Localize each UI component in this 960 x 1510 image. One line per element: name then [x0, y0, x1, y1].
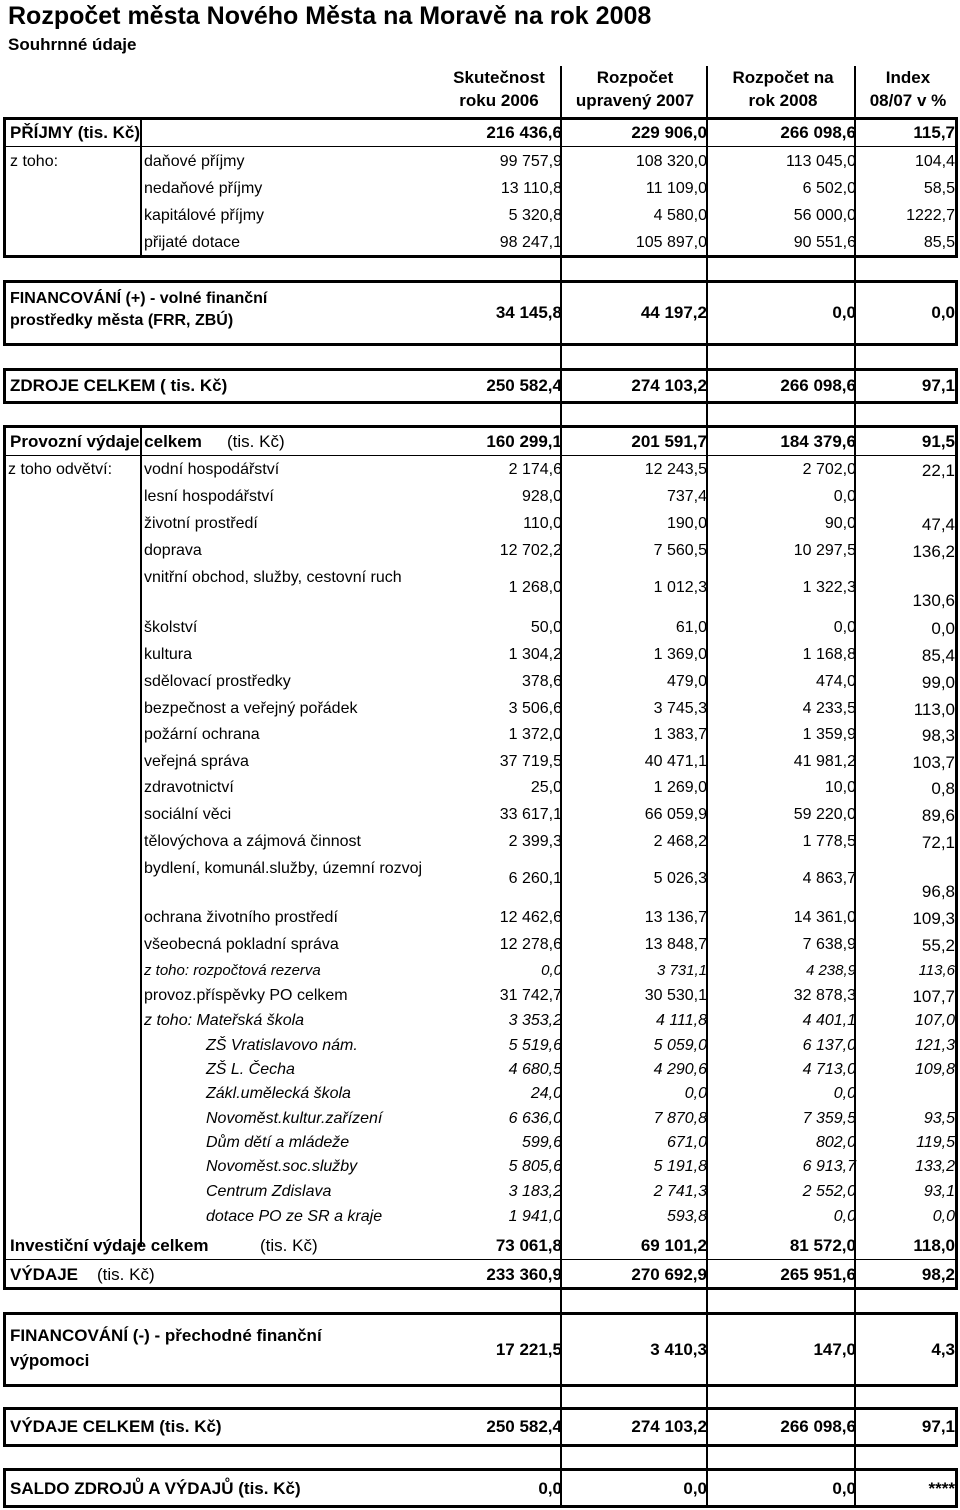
value-cell: 108 320,0 — [635, 153, 707, 170]
page-title: Rozpočet města Nového Města na Moravě na rok 2008 — [8, 2, 652, 30]
value-cell: 109,3 — [912, 909, 955, 928]
header-c1-line1: Skutečnost — [453, 68, 545, 87]
value-cell: 2 468,2 — [653, 833, 707, 850]
value-cell: 3 745,3 — [653, 700, 707, 717]
header-c3-line1: Rozpočet na — [732, 68, 834, 87]
value-cell: 85,4 — [921, 646, 955, 665]
value-cell: 0,0 — [931, 619, 955, 638]
label-divider — [140, 117, 142, 258]
value-cell: 55,2 — [921, 936, 955, 955]
row-label: ZŠ Vratislavovo nám. — [206, 1037, 358, 1054]
value-cell: 5 026,3 — [653, 870, 707, 887]
value-cell: 99,0 — [921, 673, 955, 692]
value-cell: 25,0 — [530, 779, 562, 796]
value-cell: 216 436,6 — [486, 123, 562, 142]
value-cell: 99 757,9 — [499, 153, 562, 170]
value-cell: 2 552,0 — [802, 1183, 856, 1200]
value-cell: 90,0 — [824, 515, 856, 532]
row-label: daňové příjmy — [144, 153, 245, 170]
value-cell: 32 878,3 — [793, 987, 856, 1004]
row-label: Zákl.umělecká škola — [206, 1085, 351, 1102]
value-cell: 0,0 — [684, 1085, 707, 1102]
value-cell: 4 580,0 — [653, 207, 707, 224]
unit-label: (tis. Kč) — [260, 1236, 318, 1255]
value-cell: 0,0 — [833, 1085, 856, 1102]
header-c4-line2: 08/07 v % — [869, 91, 947, 110]
row-label: požární ochrana — [144, 726, 260, 743]
value-cell: 270 692,9 — [631, 1265, 707, 1284]
value-cell: 6 260,1 — [508, 870, 562, 887]
zdroje-label: ZDROJE CELKEM ( tis. Kč) — [10, 376, 228, 395]
value-cell: 115,7 — [913, 123, 955, 142]
value-cell: 737,4 — [666, 488, 707, 505]
value-cell: 22,1 — [921, 461, 955, 480]
value-cell: 98,2 — [921, 1265, 955, 1284]
value-cell: 4 290,6 — [653, 1061, 707, 1078]
header-skutecnost — [440, 66, 558, 112]
header-c3-line2: rok 2008 — [748, 91, 818, 110]
value-cell: 73 061,8 — [495, 1236, 562, 1255]
value-cell: 250 582,4 — [486, 1417, 562, 1436]
row-label: veřejná správa — [144, 753, 249, 770]
value-cell: 0,0 — [541, 962, 562, 979]
value-cell: 0,8 — [931, 779, 955, 798]
value-cell: 12 278,6 — [499, 936, 562, 953]
label-divider — [140, 425, 142, 1247]
value-cell: 107,7 — [912, 987, 955, 1006]
value-cell: 266 098,6 — [780, 123, 856, 142]
value-cell: 1222,7 — [906, 207, 955, 224]
value-cell: 110,0 — [523, 515, 562, 532]
value-cell: 802,0 — [815, 1134, 856, 1151]
value-cell: 119,5 — [916, 1134, 955, 1151]
value-cell: 130,6 — [912, 591, 955, 610]
value-cell: 0,0 — [832, 303, 856, 322]
value-cell: 4 863,7 — [802, 870, 856, 887]
value-cell: 89,6 — [921, 806, 955, 825]
row-divider — [3, 146, 958, 147]
value-cell: 671,0 — [666, 1134, 707, 1151]
value-cell: 184 379,6 — [780, 432, 856, 451]
value-cell: 7 560,5 — [653, 542, 707, 559]
value-cell: 17 221,5 — [495, 1340, 562, 1359]
financovani-minus-label-2: výpomoci — [10, 1351, 90, 1370]
row-divider — [3, 1259, 958, 1260]
row-label: kultura — [144, 646, 193, 663]
value-cell: 1 012,3 — [653, 579, 707, 596]
value-cell: 11 109,0 — [645, 180, 707, 197]
value-cell: 6 502,0 — [802, 180, 856, 197]
z-toho-odvetvi-label: z toho odvětví: — [8, 461, 113, 478]
value-cell: 1 269,0 — [653, 779, 707, 796]
value-cell: 7 638,9 — [802, 936, 856, 953]
value-cell: 4 111,8 — [655, 1012, 707, 1029]
financovani-plus-label-2: prostředky města (FRR, ZBÚ) — [10, 312, 234, 329]
value-cell: 147,0 — [813, 1340, 856, 1359]
value-cell: 103,7 — [912, 753, 955, 772]
value-cell: 107,0 — [914, 1012, 955, 1029]
unit-label: (tis. Kč) — [97, 1265, 155, 1284]
value-cell: 14 361,0 — [793, 909, 856, 926]
value-cell: 59 220,0 — [793, 806, 856, 823]
value-cell: 5 320,8 — [508, 207, 562, 224]
prijmy-label: PŘÍJMY (tis. Kč) — [10, 123, 141, 142]
value-cell: 104,4 — [914, 153, 955, 170]
value-cell: 0,0 — [683, 1479, 707, 1498]
row-label: kapitálové příjmy — [144, 207, 265, 224]
value-cell: 97,1 — [921, 1417, 955, 1436]
value-cell: 81 572,0 — [789, 1236, 856, 1255]
unit-label: (tis. Kč) — [227, 432, 285, 451]
value-cell: 266 098,6 — [780, 1417, 856, 1436]
value-cell: 1 322,3 — [802, 579, 856, 596]
value-cell: 599,6 — [521, 1134, 562, 1151]
value-cell: 66 059,9 — [644, 806, 707, 823]
value-cell: 265 951,6 — [780, 1265, 856, 1284]
value-cell: 201 591,7 — [631, 432, 707, 451]
value-cell: 6 636,0 — [508, 1110, 562, 1127]
provozni-label: Provozní výdaje celkem — [10, 432, 202, 451]
row-label: všeobecná pokladní správa — [144, 936, 339, 953]
value-cell: 233 360,9 — [486, 1265, 562, 1284]
value-cell: 96,8 — [921, 882, 955, 901]
row-divider — [3, 455, 958, 456]
value-cell: 250 582,4 — [486, 376, 562, 395]
vydaje-celkem-label: VÝDAJE CELKEM (tis. Kč) — [10, 1417, 222, 1436]
value-cell: 593,8 — [666, 1208, 707, 1225]
value-cell: 3 506,6 — [508, 700, 562, 717]
header-index — [860, 66, 956, 112]
financovani-plus-label-1: FINANCOVÁNÍ (+) - volné finanční — [10, 290, 268, 307]
row-label: provoz.příspěvky PO celkem — [144, 987, 348, 1004]
value-cell: 50,0 — [530, 619, 562, 636]
value-cell: 10 297,5 — [793, 542, 856, 559]
row-label: bezpečnost a veřejný pořádek — [144, 700, 358, 717]
value-cell: 37 719,5 — [499, 753, 562, 770]
value-cell: 91,5 — [921, 432, 955, 451]
value-cell: 34 145,8 — [495, 303, 562, 322]
row-label: tělovýchova a zájmová činnost — [144, 833, 361, 850]
value-cell: 229 906,0 — [631, 123, 707, 142]
value-cell: 7 359,5 — [802, 1110, 856, 1127]
value-cell: 136,2 — [912, 542, 955, 561]
value-cell: 190,0 — [666, 515, 707, 532]
value-cell: 3 353,2 — [508, 1012, 562, 1029]
value-cell: 5 191,8 — [653, 1158, 707, 1175]
value-cell: 4 713,0 — [802, 1061, 856, 1078]
saldo-label: SALDO ZDROJŮ A VÝDAJŮ (tis. Kč) — [10, 1479, 301, 1498]
value-cell: 97,1 — [921, 376, 955, 395]
value-cell: 0,0 — [932, 1208, 955, 1225]
value-cell: 41 981,2 — [793, 753, 856, 770]
value-cell: 4,3 — [931, 1340, 955, 1359]
value-cell: 33 617,1 — [499, 806, 562, 823]
value-cell: 12 243,5 — [644, 461, 707, 478]
row-label: nedaňové příjmy — [144, 180, 263, 197]
value-cell: 160 299,1 — [486, 432, 562, 451]
value-cell: 0,0 — [833, 619, 856, 636]
value-cell: 93,5 — [923, 1110, 955, 1127]
value-cell: 90 551,6 — [793, 234, 856, 251]
value-cell: 44 197,2 — [640, 303, 707, 322]
value-cell: 4 233,5 — [802, 700, 856, 717]
value-cell: 6 137,0 — [802, 1037, 856, 1054]
value-cell: 12 462,6 — [499, 909, 562, 926]
value-cell: 133,2 — [914, 1158, 955, 1175]
value-cell: 5 059,0 — [653, 1037, 707, 1054]
page-subtitle: Souhrnné údaje — [8, 35, 137, 54]
row-label: školství — [144, 619, 198, 636]
header-rozpocet-2008 — [712, 66, 854, 112]
value-cell: 4 401,1 — [802, 1012, 856, 1029]
value-cell: 113,0 — [913, 700, 955, 719]
row-label: ochrana životního prostředí — [144, 909, 338, 926]
value-cell: 31 742,7 — [499, 987, 562, 1004]
value-cell: 113,6 — [918, 962, 955, 979]
value-cell: 0,0 — [833, 1208, 856, 1225]
header-c2-line1: Rozpočet — [596, 68, 674, 87]
row-label: ZŠ L. Čecha — [206, 1061, 295, 1078]
value-cell: 266 098,6 — [780, 376, 856, 395]
row-label: z toho: Mateřská škola — [144, 1012, 305, 1029]
vydaje-label: VÝDAJE — [10, 1265, 79, 1284]
value-cell: 6 913,7 — [802, 1158, 856, 1175]
investicni-label: Investiční výdaje celkem — [10, 1236, 209, 1255]
value-cell: 1 304,2 — [508, 646, 562, 663]
value-cell: 109,8 — [914, 1061, 955, 1078]
value-cell: 5 805,6 — [508, 1158, 562, 1175]
value-cell: 1 168,8 — [802, 646, 856, 663]
value-cell: 61,0 — [675, 619, 707, 636]
value-cell: 72,1 — [921, 833, 955, 852]
row-label: Centrum Zdislava — [206, 1183, 332, 1200]
header-c4-line1: Index — [885, 68, 931, 87]
value-cell: 0,0 — [833, 488, 856, 505]
value-cell: 40 471,1 — [644, 753, 707, 770]
value-cell: 2 702,0 — [802, 461, 856, 478]
value-cell: 85,5 — [923, 234, 955, 251]
row-label: sociální věci — [144, 806, 232, 823]
value-cell: 274 103,2 — [631, 1417, 707, 1436]
value-cell: 1 778,5 — [802, 833, 856, 850]
row-label: životní prostředí — [144, 515, 258, 532]
value-cell: **** — [928, 1479, 955, 1498]
value-cell: 10,0 — [824, 779, 856, 796]
value-cell: 12 702,2 — [499, 542, 562, 559]
value-cell: 5 519,6 — [508, 1037, 562, 1054]
value-cell: 1 372,0 — [508, 726, 562, 743]
value-cell: 4 680,5 — [508, 1061, 562, 1078]
value-cell: 3 731,1 — [656, 962, 707, 979]
value-cell: 2 174,6 — [508, 461, 562, 478]
row-label: zdravotnictví — [144, 779, 234, 796]
value-cell: 98,3 — [921, 726, 955, 745]
value-cell: 69 101,2 — [640, 1236, 707, 1255]
value-cell: 56 000,0 — [793, 207, 856, 224]
value-cell: 1 383,7 — [653, 726, 707, 743]
value-cell: 24,0 — [530, 1085, 562, 1102]
header-c1-line2: roku 2006 — [459, 91, 539, 110]
row-label: lesní hospodářství — [144, 488, 274, 505]
value-cell: 0,0 — [832, 1479, 856, 1498]
value-cell: 2 741,3 — [653, 1183, 707, 1200]
value-cell: 3 183,2 — [508, 1183, 562, 1200]
value-cell: 474,0 — [815, 673, 856, 690]
row-label: Novoměst.kultur.zařízení — [206, 1110, 383, 1127]
value-cell: 3 410,3 — [650, 1340, 707, 1359]
row-label: sdělovací prostředky — [144, 673, 291, 690]
value-cell: 378,6 — [521, 673, 562, 690]
value-cell: 13 110,8 — [500, 180, 562, 197]
value-cell: 47,4 — [921, 515, 955, 534]
value-cell: 13 848,7 — [644, 936, 707, 953]
value-cell: 0,0 — [538, 1479, 562, 1498]
value-cell: 2 399,3 — [508, 833, 562, 850]
row-label: dotace PO ze SR a kraje — [206, 1208, 383, 1225]
value-cell: 0,0 — [931, 303, 955, 322]
value-cell: 93,1 — [923, 1183, 955, 1200]
value-cell: 1 941,0 — [508, 1208, 562, 1225]
value-cell: 98 247,1 — [499, 234, 562, 251]
value-cell: 58,5 — [923, 180, 955, 197]
value-cell: 30 530,1 — [644, 987, 707, 1004]
financovani-minus-label-1: FINANCOVÁNÍ (-) - přechodné finanční — [10, 1326, 322, 1345]
value-cell: 118,0 — [913, 1236, 955, 1255]
header-c2-line2: upravený 2007 — [575, 91, 695, 110]
row-label: z toho: rozpočtová rezerva — [144, 962, 321, 979]
value-cell: 13 136,7 — [644, 909, 707, 926]
value-cell: 105 897,0 — [635, 234, 707, 251]
value-cell: 113 045,0 — [786, 153, 856, 170]
z-toho-label: z toho: — [10, 153, 59, 170]
value-cell: 1 369,0 — [653, 646, 707, 663]
row-label: bydlení, komunál.služby, územní rozvoj — [144, 860, 423, 877]
value-cell: 1 359,9 — [802, 726, 856, 743]
row-label: přijaté dotace — [144, 234, 241, 251]
row-label: Dům dětí a mládeže — [206, 1134, 350, 1151]
value-cell: 479,0 — [666, 673, 707, 690]
value-cell: 1 268,0 — [508, 579, 562, 596]
row-label: vnitřní obchod, služby, cestovní ruch — [144, 569, 402, 586]
row-label: Novoměst.soc.služby — [206, 1158, 358, 1175]
value-cell: 7 870,8 — [653, 1110, 707, 1127]
header-rozpocet-2007 — [565, 66, 705, 112]
value-cell: 928,0 — [521, 488, 562, 505]
value-cell: 121,3 — [914, 1037, 955, 1054]
row-label: vodní hospodářství — [144, 461, 280, 478]
value-cell: 4 238,9 — [805, 962, 856, 979]
value-cell: 274 103,2 — [631, 376, 707, 395]
row-label: doprava — [144, 542, 202, 559]
